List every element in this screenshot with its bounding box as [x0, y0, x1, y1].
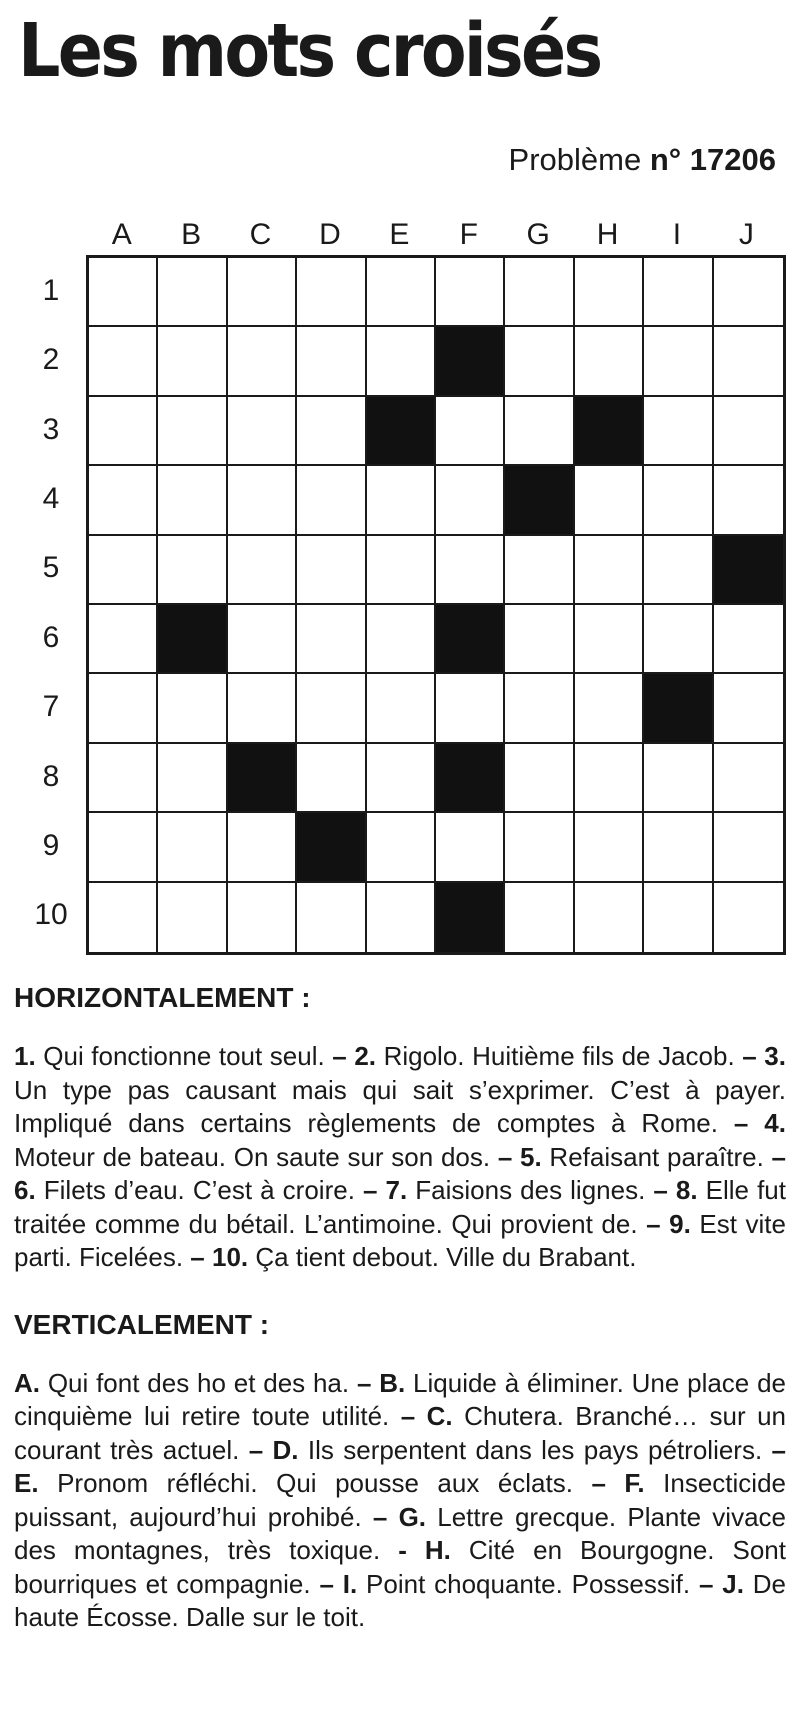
grid-cell[interactable]	[436, 466, 505, 535]
column-label: J	[738, 218, 754, 251]
clue-text: Qui fonctionne tout seul.	[35, 1041, 333, 1071]
grid-cell[interactable]	[367, 258, 436, 327]
grid-cell[interactable]	[297, 744, 366, 813]
grid-cell[interactable]	[158, 883, 227, 952]
grid-cell[interactable]	[505, 883, 574, 952]
row-label: 10	[34, 898, 68, 932]
clue-text: Rigolo. Huitième fils de Jacob.	[376, 1041, 743, 1071]
grid-cell[interactable]	[505, 605, 574, 674]
clues-section	[14, 982, 786, 1669]
grid-cell[interactable]	[714, 466, 783, 535]
vertical-clues	[14, 1367, 786, 1635]
clue-number: – 4.	[733, 1108, 786, 1138]
clue-text: Est vite parti. Ficelées.	[14, 1208, 786, 1272]
grid-cell[interactable]	[436, 674, 505, 743]
grid-cell[interactable]	[436, 397, 505, 466]
column-label: D	[319, 218, 341, 251]
grid-cell[interactable]	[714, 397, 783, 466]
grid-cell[interactable]	[644, 536, 713, 605]
grid-cell[interactable]	[367, 466, 436, 535]
grid-cell[interactable]	[714, 258, 783, 327]
clue-text: De haute Écosse. Dalle sur le toit.	[14, 1568, 787, 1632]
grid-cell[interactable]	[297, 674, 366, 743]
grid-cell[interactable]	[367, 813, 436, 882]
grid-cell[interactable]	[89, 883, 158, 952]
grid-cell[interactable]	[644, 813, 713, 882]
grid-cell[interactable]	[575, 674, 644, 743]
clue-text: Chutera. Branché… sur un courant très actuel.	[14, 1401, 786, 1465]
grid-cell[interactable]	[714, 744, 783, 813]
row-label: 7	[42, 690, 60, 724]
grid-cell[interactable]	[297, 466, 366, 535]
clue-number: 1.	[14, 1041, 36, 1071]
grid-cell[interactable]	[158, 466, 227, 535]
grid-cell[interactable]	[644, 397, 713, 466]
clue-text: Elle fut traitée comme du bétail. L’antimoine. Qui provient de.	[14, 1175, 786, 1239]
grid-cell[interactable]	[575, 813, 644, 882]
grid-cell[interactable]	[575, 466, 644, 535]
clue-number: – 2.	[332, 1041, 376, 1071]
row-label: 9	[42, 828, 60, 862]
column-label: A	[111, 218, 132, 251]
clue-text: Lettre grecque. Plante vivace des montagnes, très toxique.	[14, 1501, 786, 1565]
grid-cell[interactable]	[228, 536, 297, 605]
grid-cell[interactable]	[644, 883, 713, 952]
grid-cell[interactable]	[505, 744, 574, 813]
column-label: F	[459, 218, 478, 251]
grid-cell[interactable]	[297, 258, 366, 327]
grid-cell[interactable]	[714, 327, 783, 396]
horizontal-heading: HORIZONTALEMENT :	[14, 982, 311, 1013]
grid-cell[interactable]	[158, 813, 227, 882]
black-cell	[505, 466, 574, 535]
black-cell	[575, 397, 644, 466]
black-cell	[158, 605, 227, 674]
column-label: H	[596, 218, 619, 251]
grid-cell[interactable]	[89, 744, 158, 813]
vertical-heading: VERTICALEMENT :	[14, 1308, 270, 1340]
grid-cell[interactable]	[505, 536, 574, 605]
grid-cell[interactable]	[714, 813, 783, 882]
grid-cell[interactable]	[644, 258, 713, 327]
grid-cell[interactable]	[436, 813, 505, 882]
row-label: 6	[42, 620, 60, 654]
grid-cell[interactable]	[367, 536, 436, 605]
clue-number: – C.	[400, 1401, 453, 1431]
black-cell	[367, 397, 436, 466]
grid-cell[interactable]	[89, 536, 158, 605]
crossword-grid	[86, 255, 786, 955]
clue-number: – 5.	[497, 1141, 542, 1172]
grid-cell[interactable]	[297, 536, 366, 605]
grid-cell[interactable]	[505, 813, 574, 882]
grid-cell[interactable]	[367, 744, 436, 813]
grid-cell[interactable]	[228, 397, 297, 466]
black-cell	[297, 813, 366, 882]
grid-cell[interactable]	[367, 883, 436, 952]
grid-cell[interactable]	[367, 327, 436, 396]
grid-cell[interactable]	[158, 744, 227, 813]
grid-cell[interactable]	[228, 883, 297, 952]
grid-cell[interactable]	[714, 605, 783, 674]
grid-cell[interactable]	[575, 883, 644, 952]
grid-cell[interactable]	[158, 536, 227, 605]
grid-cell[interactable]	[575, 327, 644, 396]
clue-number: – 9.	[646, 1208, 691, 1239]
black-cell	[436, 327, 505, 396]
grid-cell[interactable]	[228, 674, 297, 743]
grid-cell[interactable]	[575, 258, 644, 327]
grid-cell[interactable]	[575, 536, 644, 605]
row-label: 4	[42, 481, 60, 515]
clue-text: Cité en Bourgogne. Sont bourriques et compagnie.	[14, 1535, 786, 1599]
clue-number: A.	[14, 1367, 40, 1398]
grid-cell[interactable]	[228, 327, 297, 396]
clue-number: – F.	[591, 1468, 645, 1498]
column-label: G	[526, 218, 550, 251]
grid-cell[interactable]	[228, 258, 297, 327]
grid-cell[interactable]	[89, 813, 158, 882]
row-labels	[20, 256, 82, 950]
black-cell	[436, 605, 505, 674]
clue-text: Ils serpentent dans les pays pétroliers.	[298, 1434, 772, 1465]
horizontal-clues	[14, 1040, 786, 1275]
grid-cell[interactable]	[505, 397, 574, 466]
clue-text: Filets d’eau. C’est à croire.	[35, 1175, 363, 1205]
clue-number: – B.	[356, 1367, 406, 1398]
clue-number: – E.	[14, 1434, 786, 1498]
clue-number: – 10.	[190, 1242, 249, 1272]
black-cell	[436, 744, 505, 813]
grid-cell[interactable]	[158, 674, 227, 743]
grid-cell[interactable]	[297, 397, 366, 466]
grid-cell[interactable]	[714, 674, 783, 743]
clue-number: - H.	[398, 1535, 451, 1565]
page-title: Les mots croisés	[18, 8, 601, 94]
black-cell	[228, 744, 297, 813]
grid-cell[interactable]	[228, 466, 297, 535]
column-label: I	[672, 218, 682, 251]
grid-cell[interactable]	[89, 605, 158, 674]
grid-cell[interactable]	[575, 744, 644, 813]
clue-number: – D.	[248, 1434, 299, 1465]
clue-text: Insecticide puissant, aujourd’hui prohibé.	[14, 1468, 786, 1532]
clue-number: – 7.	[362, 1175, 408, 1205]
clue-text: Moteur de bateau. On saute sur son dos.	[14, 1141, 498, 1172]
grid-cell[interactable]	[89, 674, 158, 743]
grid-cell[interactable]	[89, 466, 158, 535]
grid-cell[interactable]	[89, 327, 158, 396]
grid-cell[interactable]	[644, 466, 713, 535]
grid-cell[interactable]	[367, 674, 436, 743]
clue-number: – I.	[319, 1568, 358, 1599]
clue-text: Point choquante. Possessif.	[357, 1568, 699, 1599]
grid-cell[interactable]	[228, 813, 297, 882]
clue-text: Faisions des lignes.	[407, 1175, 654, 1205]
grid-cell[interactable]	[644, 327, 713, 396]
clue-number: – 8.	[653, 1175, 698, 1205]
grid-cell[interactable]	[297, 883, 366, 952]
row-label: 1	[42, 273, 60, 307]
column-label: E	[389, 218, 410, 251]
clue-number: – 3.	[742, 1041, 786, 1071]
grid-cell[interactable]	[505, 327, 574, 396]
clue-number: – J.	[698, 1568, 744, 1599]
grid-cell[interactable]	[228, 605, 297, 674]
grid-cell[interactable]	[89, 258, 158, 327]
grid-cell[interactable]	[158, 327, 227, 396]
black-cell	[436, 883, 505, 952]
grid-cell[interactable]	[297, 605, 366, 674]
black-cell	[714, 536, 783, 605]
clue-text: Pronom réfléchi. Qui pousse aux éclats.	[38, 1468, 592, 1498]
black-cell	[644, 674, 713, 743]
row-label: 8	[42, 759, 60, 793]
column-label: C	[249, 218, 272, 251]
row-label: 5	[42, 551, 60, 585]
grid-cell[interactable]	[89, 397, 158, 466]
column-label: B	[181, 218, 202, 251]
grid-cell[interactable]	[436, 536, 505, 605]
grid-cell[interactable]	[505, 258, 574, 327]
clue-text: Refaisant paraître.	[541, 1141, 772, 1172]
grid-cell[interactable]	[158, 397, 227, 466]
clue-text: Un type pas causant mais qui sait s’exprimer. C’est à payer. Impliqué dans certains règlements de comptes à Rome.	[14, 1074, 786, 1138]
grid-cell[interactable]	[714, 883, 783, 952]
grid-cell[interactable]	[644, 605, 713, 674]
grid-cell[interactable]	[644, 744, 713, 813]
column-labels	[87, 218, 781, 256]
grid-cell[interactable]	[575, 605, 644, 674]
grid-cell[interactable]	[436, 258, 505, 327]
problem-prefix: Problème	[508, 142, 642, 177]
problem-number	[509, 142, 776, 178]
clue-number: – G.	[372, 1501, 427, 1532]
row-label: 3	[42, 412, 60, 446]
clue-number: – 6.	[14, 1141, 786, 1205]
grid-cell[interactable]	[297, 327, 366, 396]
clue-text: Ça tient debout. Ville du Brabant.	[248, 1242, 637, 1272]
grid-cell[interactable]	[505, 674, 574, 743]
row-label: 2	[42, 343, 60, 377]
problem-number-label: n° 17206	[649, 142, 776, 177]
clue-text: Liquide à éliminer. Une place de cinquième lui retire toute utilité.	[14, 1367, 787, 1431]
clue-text: Qui font des ho et des ha.	[40, 1367, 357, 1398]
grid-cell[interactable]	[367, 605, 436, 674]
grid-cell[interactable]	[158, 258, 227, 327]
